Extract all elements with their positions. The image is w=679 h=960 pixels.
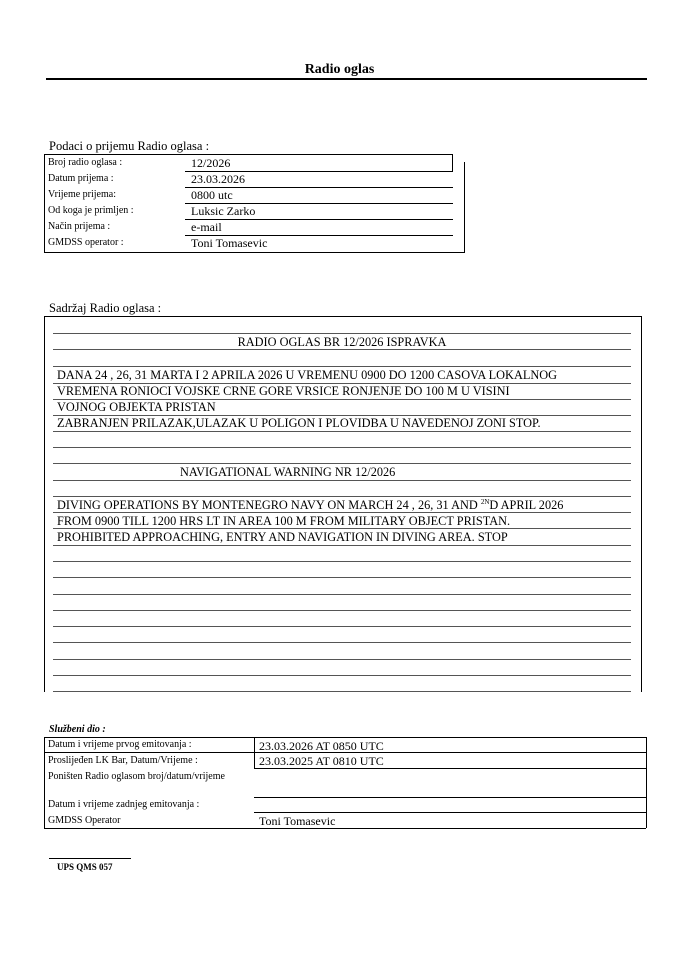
reception-value-date: 23.03.2026	[191, 172, 245, 186]
footer-rule	[49, 858, 131, 859]
local-notice-line: VOJNOG OBJEKTA PRISTAN	[57, 400, 216, 414]
reception-value-number: 12/2026	[191, 156, 231, 170]
reception-label-method: Način prijema :	[48, 221, 111, 232]
content-rule	[53, 496, 631, 497]
reception-label-from: Od koga je primljen :	[48, 205, 134, 216]
nav-warning-line: PROHIBITED APPROACHING, ENTRY AND NAVIGATION IN DIVING AREA. STOP	[57, 530, 508, 544]
content-top-rule	[44, 316, 641, 317]
content-rule	[53, 545, 631, 546]
reception-top-rule	[44, 154, 452, 155]
content-rule	[53, 675, 631, 676]
local-notice-line: ZABRANJEN PRILAZAK,ULAZAK U POLIGON I PLOVIDBA U NAVEDENOJ ZONI STOP.	[57, 416, 541, 430]
content-rule	[53, 333, 631, 334]
content-left-rule	[44, 316, 45, 692]
official-value-rule	[254, 797, 646, 798]
reception-value-rule	[185, 219, 453, 220]
reception-label-time: Vrijeme prijema:	[48, 189, 116, 200]
reception-bottom-rule	[44, 252, 465, 253]
reception-label-date: Datum prijema :	[48, 173, 114, 184]
reception-value-operator: Toni Tomasevic	[191, 236, 268, 250]
reception-left-rule	[44, 154, 45, 252]
local-notice-line: VREMENA RONIOCI VOJSKE CRNE GORE VRSICE RONJENJE DO 100 M U VISINI	[57, 384, 510, 398]
content-rule	[53, 594, 631, 595]
content-rule	[53, 659, 631, 660]
title-rule	[46, 78, 647, 80]
nav-warning-line: FROM 0900 TILL 1200 HRS LT IN AREA 100 M FROM MILITARY OBJECT PRISTAN.	[57, 514, 511, 528]
content-heading: Sadržaj Radio oglasa :	[49, 301, 162, 315]
reception-heading: Podaci o prijemu Radio oglasa :	[49, 139, 210, 153]
official-heading: Službeni dio :	[49, 724, 106, 735]
content-rule	[53, 447, 631, 448]
reception-label-number: Broj radio oglasa :	[48, 157, 123, 168]
nav-warning-line: DIVING OPERATIONS BY MONTENEGRO NAVY ON MARCH 24 , 26, 31 AND $^{2N}$D APRIL 2026	[57, 498, 564, 513]
official-value-first-broadcast: 23.03.2026 AT 0850 UTC	[259, 739, 384, 753]
official-bottom-rule	[44, 828, 646, 829]
reception-value-from: Luksic Zarko	[191, 204, 256, 218]
official-label-operator: GMDSS Operator	[48, 815, 121, 826]
official-value-forwarded: 23.03.2025 AT 0810 UTC	[259, 754, 384, 768]
content-rule	[53, 691, 631, 692]
document-code: UPS QMS 057	[57, 862, 113, 872]
official-right-rule	[646, 737, 647, 828]
content-right-rule	[641, 316, 642, 692]
official-left-rule	[44, 737, 45, 828]
local-notice-line: DANA 24 , 26, 31 MARTA I 2 APRILA 2026 U VREMENU 0900 DO 1200 CASOVA LOKALNOG	[57, 368, 557, 382]
reception-label-operator: GMDSS operator :	[48, 237, 124, 248]
official-label-last-broadcast: Datum i vrijeme zadnjeg emitovanja :	[48, 799, 200, 810]
reception-right-rule	[464, 162, 465, 252]
official-value-operator: Toni Tomasevic	[259, 814, 336, 828]
official-top-rule	[44, 737, 646, 738]
content-rule	[53, 463, 631, 464]
content-rule	[53, 366, 631, 367]
official-label-first-broadcast: Datum i vrijeme prvog emitovanja :	[48, 739, 192, 750]
content-rule	[53, 577, 631, 578]
official-label-cancelled: Poništen Radio oglasom broj/datum/vrijeme	[48, 771, 225, 782]
content-rule	[53, 626, 631, 627]
nav-warning-title: NAVIGATIONAL WARNING NR 12/2026	[180, 465, 396, 479]
page-title: Radio oglas	[304, 62, 375, 77]
official-label-forwarded: Proslijeđen LK Bar, Datum/Vrijeme :	[48, 755, 198, 766]
reception-inner-right-rule	[452, 154, 453, 171]
content-rule	[53, 642, 631, 643]
content-rule	[53, 610, 631, 611]
content-rule	[53, 561, 631, 562]
reception-value-time: 0800 utc	[191, 188, 233, 202]
content-rule	[53, 431, 631, 432]
reception-value-method: e-mail	[191, 220, 222, 234]
local-notice-title: RADIO OGLAS BR 12/2026 ISPRAVKA	[237, 335, 447, 349]
content-rule	[53, 480, 631, 481]
official-value-rule	[254, 812, 646, 813]
